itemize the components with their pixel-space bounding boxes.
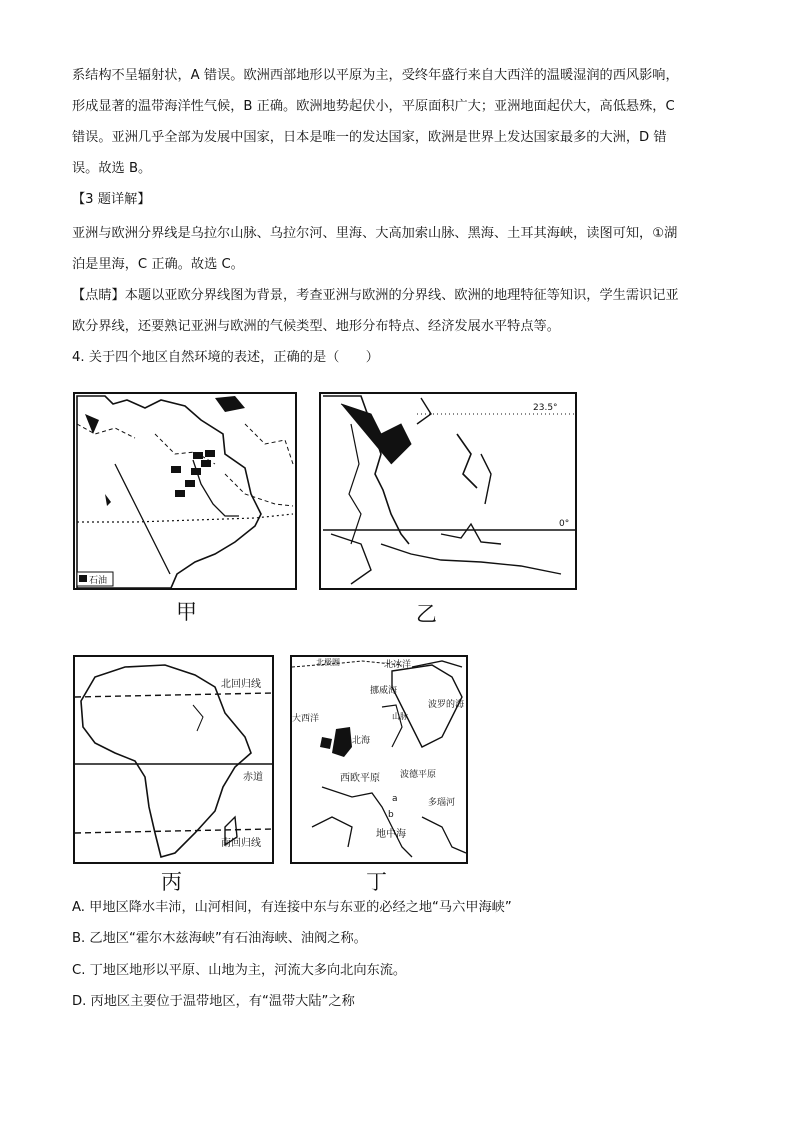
tropic-south-label: 南回归线	[221, 838, 261, 849]
option-b[interactable]: B. 乙地区“霍尔木兹海峡”有石油海峡、油阀之称。	[72, 931, 367, 946]
map-caption-bing: 丙	[161, 870, 182, 894]
danube-label: 多瑙河	[428, 798, 456, 808]
arctic-circle-label: 北极圈	[316, 658, 340, 667]
equator-label-yi: 0°	[559, 519, 570, 529]
north-sea-label: 北海	[352, 736, 371, 746]
legend-oil-label: 石油	[89, 576, 108, 586]
norwegian-sea-label: 挪威海	[370, 686, 398, 696]
map-bing	[73, 655, 274, 864]
point-b-label: b	[388, 810, 394, 820]
option-a[interactable]: A. 甲地区降水丰沛，山河相间，有连接中东与东亚的必经之地“马六甲海峡”	[72, 900, 512, 915]
answer-text-line: 泊是里海，C 正确。故选 C。	[72, 257, 244, 272]
map-caption-yi: 乙	[416, 602, 437, 626]
option-c[interactable]: C. 丁地区地形以平原、山地为主，河流大多向北向东流。	[72, 963, 407, 978]
point-a-label: a	[392, 794, 398, 804]
mediterranean-label: 地中海	[376, 829, 406, 840]
equator-label-bing: 赤道	[243, 772, 263, 783]
west-europe-plain-label: 西欧平原	[340, 773, 380, 784]
option-d[interactable]: D. 丙地区主要位于温带地区，有“温带大陆”之称	[72, 994, 355, 1009]
map-ding	[290, 655, 468, 864]
map-caption-ding: 丁	[366, 870, 387, 894]
answer-text-line: 形成显著的温带海洋性气候，B 正确。欧洲地势起伏小，平原面积广大；亚洲地面起伏大，高低悬殊，C	[72, 99, 675, 114]
tip-text-line: 【点睛】本题以亚欧分界线图为背景，考查亚洲与欧洲的分界线、欧洲的地理特征等知识，学生需识记亚	[72, 288, 679, 303]
tropic-north-label: 北回归线	[221, 679, 261, 690]
answer-text-line: 系结构不呈辐射状，A 错误。欧洲西部地形以平原为主，受终年盛行来自大西洋的温暖湿润的西风影响，	[72, 68, 679, 83]
map-yi	[319, 392, 577, 590]
answer-text-line: 错误。亚洲几乎全部为发展中国家，日本是唯一的发达国家，欧洲是世界上发达国家最多的大洲，D 错	[72, 130, 667, 145]
map-jia	[73, 392, 297, 590]
answer-text-line: 亚洲与欧洲分界线是乌拉尔山脉、乌拉尔河、里海、大高加索山脉、黑海、土耳其海峡，读图可知，①湖	[72, 226, 678, 241]
section-heading: 【3 题详解】	[72, 192, 151, 207]
baltic-sea-label: 波罗的海	[428, 700, 465, 710]
arctic-ocean-label: 北冰洋	[384, 660, 412, 670]
answer-text-line: 误。故选 B。	[72, 161, 152, 176]
polish-plain-label: 波德平原	[400, 770, 437, 780]
question-stem: 4. 关于四个地区自然环境的表述，正确的是（ ）	[72, 350, 379, 365]
latitude-23-5-label: 23.5°	[533, 403, 558, 413]
scandinavian-mountains-label: 山脉	[392, 712, 408, 721]
map-caption-jia: 甲	[176, 600, 197, 624]
tip-text-line: 欧分界线，还要熟记亚洲与欧洲的气候类型、地形分布特点、经济发展水平特点等。	[72, 319, 560, 334]
atlantic-label: 大西洋	[292, 714, 320, 724]
